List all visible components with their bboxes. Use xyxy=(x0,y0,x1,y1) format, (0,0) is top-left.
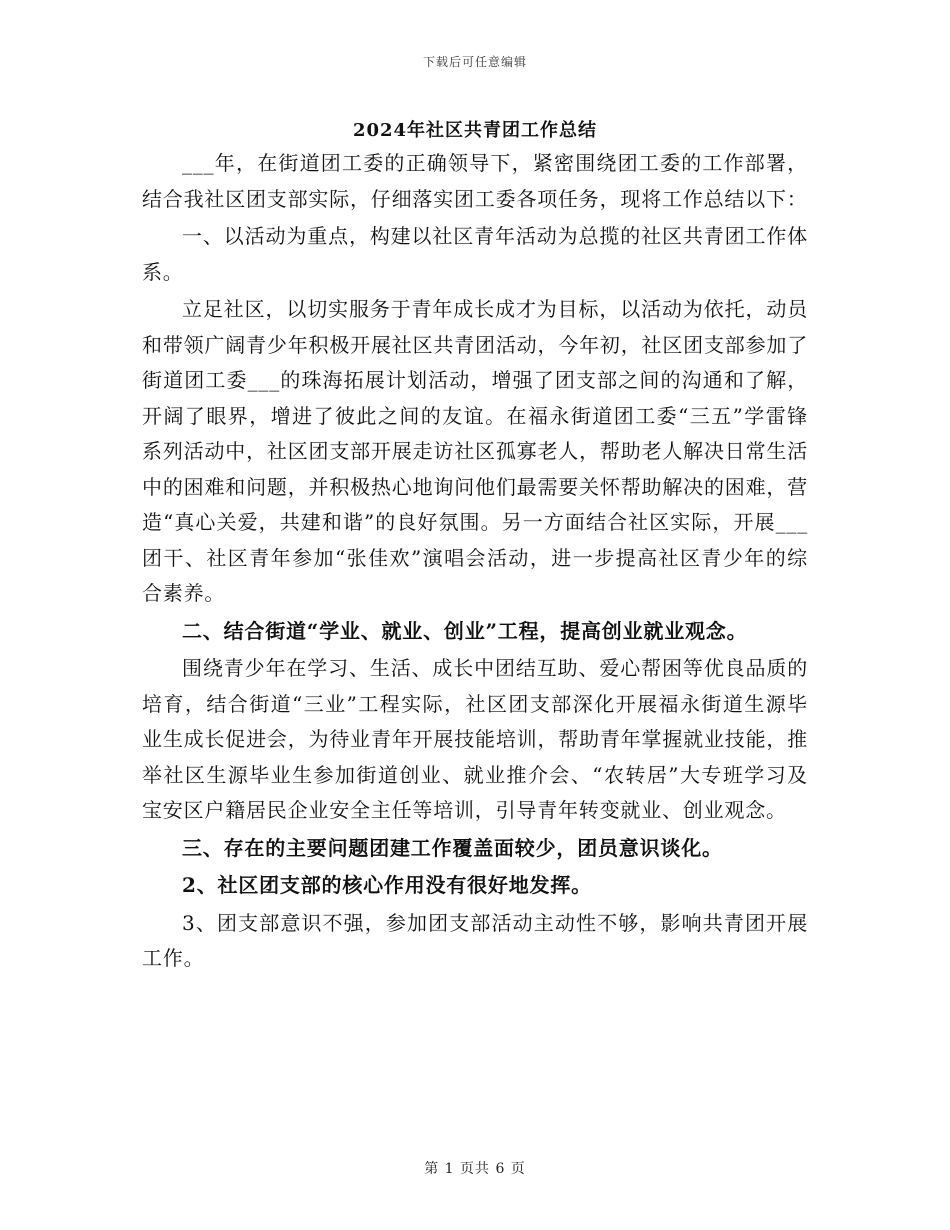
document-title: 2024年社区共青团工作总结 xyxy=(352,120,598,141)
paragraph-section-3-heading: 三、存在的主要问题团建工作覆盖面较少，团员意识谈化。 xyxy=(182,835,723,860)
paragraph-section-1-heading: 一、以活动为重点，构建以社区青年活动为总揽的社区共青团工作体系。 xyxy=(142,224,808,284)
paragraph-section-2-body: 围绕青少年在学习、生活、成长中团结互助、爱心帮困等优良品质的培育，结合街道“三业”工程实际，社区团支部深化开展福永街道生源毕业生成长促进会，为待业青年开展技能培训，帮助青年掌握就业技能，推举社区生源毕业生参加街道创业、就业推介会、“农转居”大专班学习及宝安区户籍居民企业安全主任等培训，引导青年转变就业、创业观念。 xyxy=(142,656,808,822)
page-footer-number: 第 1 页共 6 页 xyxy=(424,1161,526,1177)
paragraph-section-2-heading: 二、结合街道“学业、就业、创业”工程，提高创业就业观念。 xyxy=(182,618,748,643)
paragraph-section-1-body: 立足社区，以切实服务于青年成长成才为目标，以活动为依托，动员和带领广阔青少年积极开展社区共青团活动，今年初，社区团支部参加了街道团工委___的珠海拓展计划活动，增强了团支部之间的沟通和了解，开阔了眼界，增进了彼此之间的友谊。在福永街道团工委“三五”学雷锋系列活动中，社区团支部开展走访社区孤寡老人，帮助老人解决日常生活中的困难和问题，并积极热心地询问他们最需要关怀帮助解决的困难，营造“真心关爱，共建和谐”的良好氛围。另一方面结合社区实际，开展___团干、社区青年参加“张佳欢”演唱会活动，进一步提高社区青少年的综合素养。 xyxy=(142,297,808,605)
paragraph-issue-3: 3、团支部意识不强，参加团支部活动主动性不够，影响共青团开展工作。 xyxy=(142,910,808,970)
document-body xyxy=(142,146,808,979)
page-header-note: 下载后可任意编辑 xyxy=(422,55,527,69)
paragraph-issue-2: 2、社区团支部的核心作用没有很好地发挥。 xyxy=(182,873,592,897)
paragraph-intro: ___年，在街道团工委的正确领导下，紧密围绕团工委的工作部署，结合我社区团支部实际，仔细落实团工委各项任务，现将工作总结以下： xyxy=(142,151,808,211)
